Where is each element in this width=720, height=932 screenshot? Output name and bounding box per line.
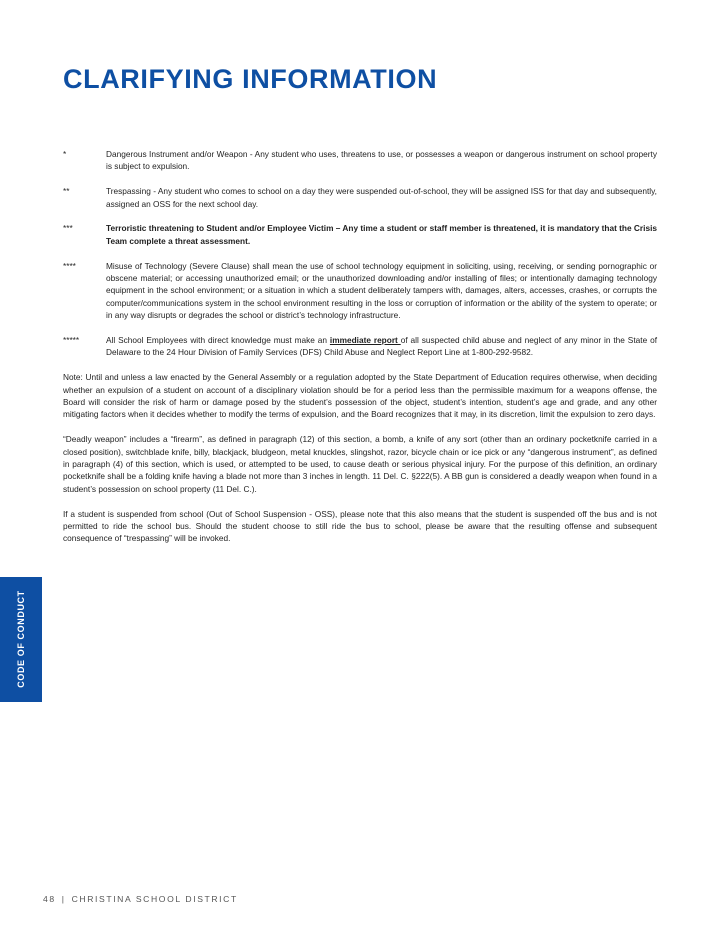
item-text-after: of all suspected child abuse and neglect of any minor in the State of Delaware to the 24 Hour Division of Family Services (DFS) Child Abuse and Neglect Report Line at 1-800-292-9582. bbox=[106, 335, 657, 358]
item-text: Trespassing - Any student who comes to school on a day they were suspended out-of-school, they will be assigned ISS for that day and subsequently, assigned an OSS for the next school day. bbox=[106, 186, 657, 209]
clarifying-item-technology bbox=[63, 260, 657, 322]
page-footer bbox=[43, 894, 238, 904]
item-marker: *** bbox=[63, 223, 73, 234]
clarifying-item-abuse-report bbox=[63, 334, 657, 359]
clarifying-item-trespassing bbox=[63, 185, 657, 210]
district-name: CHRISTINA SCHOOL DISTRICT bbox=[71, 894, 238, 904]
deadly-weapon-paragraph: “Deadly weapon” includes a “firearm”, as defined in paragraph (12) of this section, a bomb, a knife of any sort (other than an ordinary pocketknife carried in a closed position), switchblade knife, billy, blackjack, bludgeon, metal knuckles, slingshot, razor, bicycle chain or ice pick or any “dangerous instrument”, as defined in paragraph (4) of this section, which is used, or attempted to be used, to cause death or serious physical injury. For the purpose of this definition, an ordinary pocketknife shall be a folding knife having a blade not more than 3 inches in length. 11 Del. C. §222(5). A BB gun is considered a deadly weapon when found in a student’s possession on school property (11 Del. C.). bbox=[63, 434, 657, 494]
item-marker: **** bbox=[63, 260, 76, 271]
item-marker: ***** bbox=[63, 335, 80, 346]
page-title: CLARIFYING INFORMATION bbox=[63, 64, 438, 94]
page-number: 48 bbox=[43, 894, 56, 904]
suspension-bus-paragraph: If a student is suspended from school (Out of School Suspension - OSS), please note that this also means that the student is suspended off the bus and is not permitted to ride the school bus. Should the student choose to still ride the bus to school, please be aware that the resulting offense and subsequent consequence of “trespassing” will be invoked. bbox=[63, 508, 657, 544]
main-content bbox=[63, 148, 657, 557]
footer-separator: | bbox=[61, 894, 66, 904]
item-text bbox=[106, 334, 657, 359]
clarifying-item-weapon bbox=[63, 148, 657, 173]
item-marker: * bbox=[63, 149, 67, 159]
immediate-report-link[interactable]: immediate report bbox=[329, 335, 401, 346]
side-tab bbox=[0, 577, 42, 702]
note-paragraph: Note: Until and unless a law enacted by the General Assembly or a regulation adopted by the State Department of Education requires otherwise, when deciding whether an expulsion of a student on account of a disciplinary violation should be for a period less than the permissible maximum for a weapons offense, the Board will consider the risk of harm or damage posed by the student’s possession of the object, student’s intention, student’s age and grade, and any other mitigating factors when it decides whether to modify the terms of expulsion, and the Board recognizes that it may, in its discretion, limit the expulsion to zero days. bbox=[63, 372, 657, 420]
item-text: Terroristic threatening to Student and/or Employee Victim – Any time a student or staff member is threatened, it is mandatory that the Crisis Team complete a threat assessment. bbox=[106, 223, 657, 246]
item-text-before: All School Employees with direct knowledge must make an bbox=[106, 335, 330, 346]
item-text: Misuse of Technology (Severe Clause) shall mean the use of school technology equipment in soliciting, using, receiving, or sending pornographic or obscene material; or accessing unauthorized email; or the unauthorized downloading and/or installing of files; or intentionally damaging technology equipment in the school environment; or a situation in which a student deliberately tampers with, damages, alters, accesses, crashes, or corrupts the computer/communications system in the school environment resulting in the loss or corruption of information or the ability of the system to operate; or in any way disrupts or degrades the school or district’s technology infrastructure. bbox=[106, 260, 657, 321]
item-marker: ** bbox=[63, 186, 70, 197]
clarifying-item-threatening bbox=[63, 222, 657, 247]
side-tab-label: CODE OF CONDUCT bbox=[16, 590, 26, 688]
item-text: Dangerous Instrument and/or Weapon - Any student who uses, threatens to use, or possesses a weapon or dangerous instrument on school property is subject to expulsion. bbox=[106, 149, 657, 172]
